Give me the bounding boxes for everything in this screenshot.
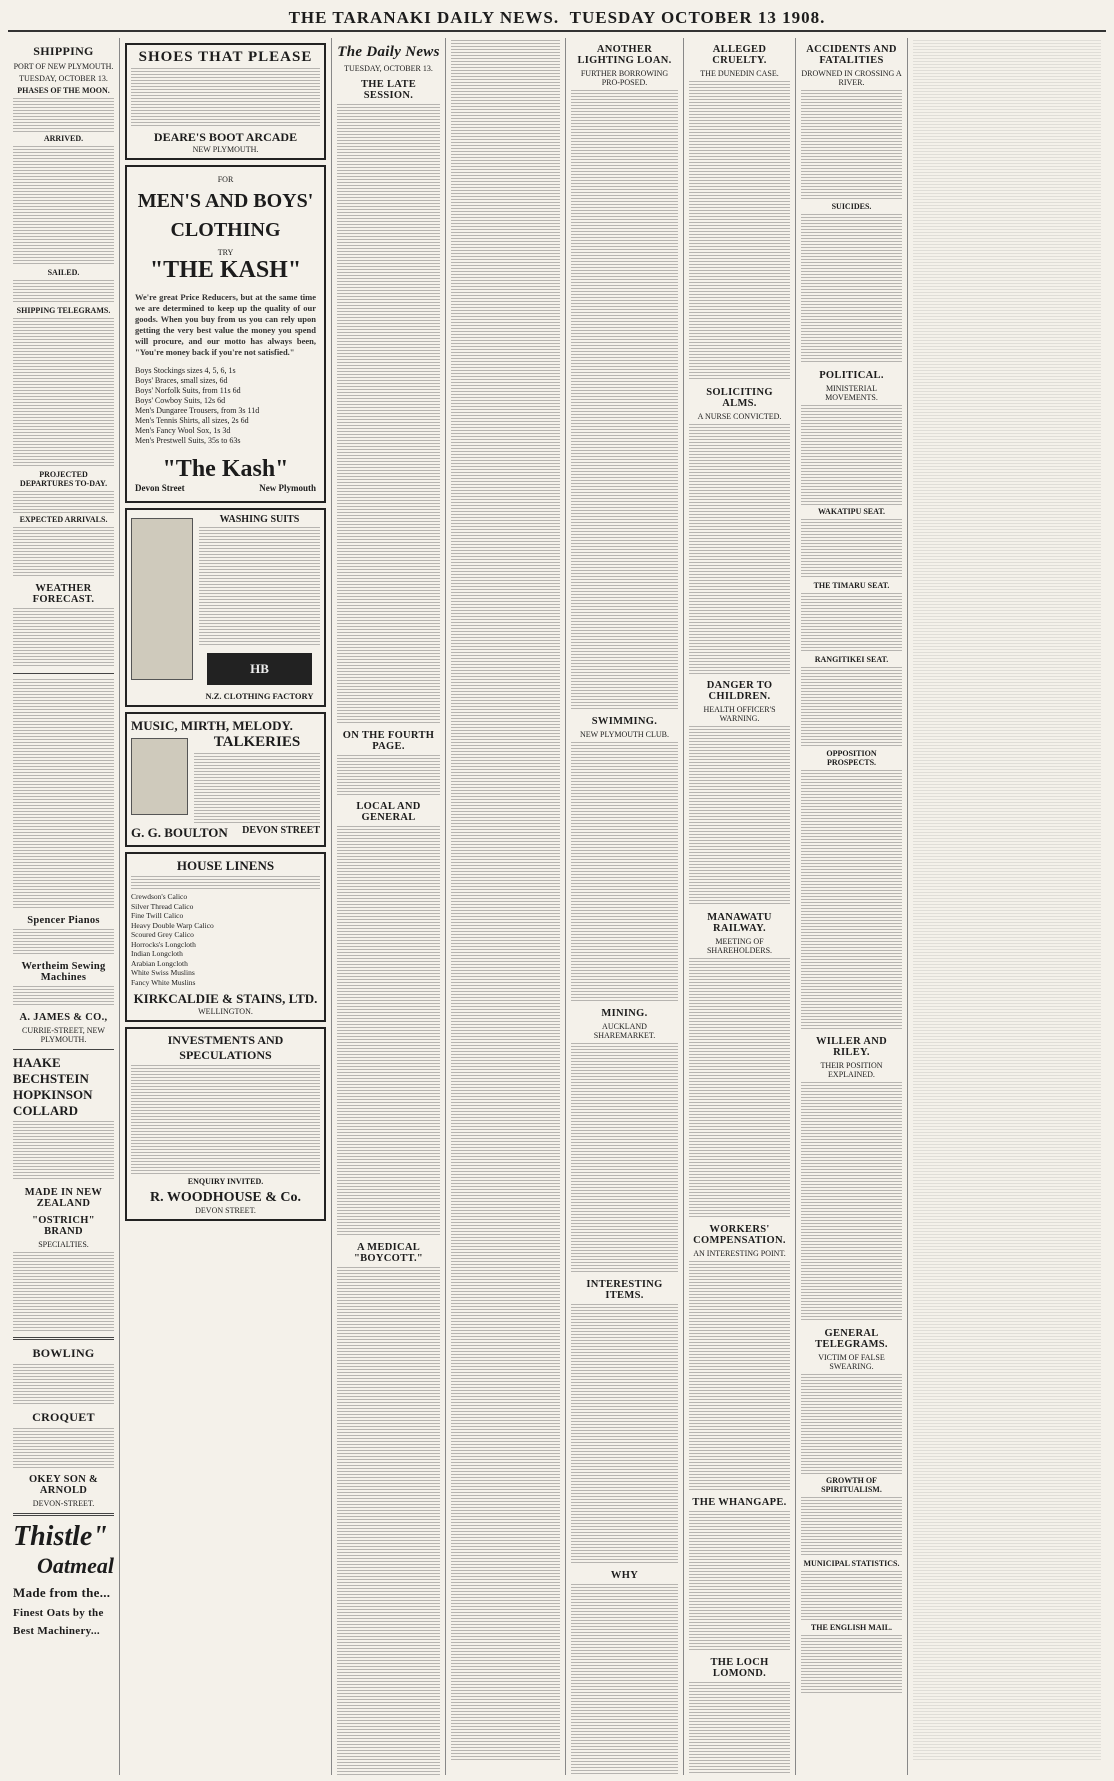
growth-heading: GROWTH OF SPIRITUALISM. — [821, 1476, 882, 1494]
health-heading: HEALTH OFFICER'S WARNING. — [703, 705, 776, 723]
session-heading: THE LATE SESSION. — [360, 79, 416, 101]
whangape-heading: THE WHANGAPE. — [692, 1497, 787, 1508]
interesting-items-heading: INTERESTING ITEMS. — [586, 1279, 663, 1301]
enquiry-text: ENQUIRY INVITED. — [187, 1177, 264, 1186]
column-shipping — [8, 38, 120, 1775]
dunedin-heading: THE DUNEDIN CASE. — [700, 69, 779, 78]
specialties-heading: SPECIALTIES. — [38, 1240, 89, 1249]
thistle-logo: Thistle" — [13, 1521, 108, 1552]
suicides-heading: SUICIDES. — [831, 202, 872, 211]
projected-heading: PROJECTED DEPARTURES TO-DAY. — [19, 470, 108, 488]
accidents-heading: ACCIDENTS AND FATALITIES — [806, 44, 897, 66]
kash-item-list — [135, 366, 316, 446]
meeting-heading: MEETING OF SHAREHOLDERS. — [706, 937, 773, 955]
port-date: TUESDAY, OCTOBER 13. — [19, 74, 108, 83]
editorial-title: The Daily News — [337, 44, 440, 60]
deare-title: DEARE'S BOOT ARCADE — [153, 130, 298, 144]
english-mail-heading: THE ENGLISH MAIL. — [810, 1623, 893, 1632]
boulton-name: G. G. BOULTON — [131, 825, 228, 840]
moon-heading: PHASES OF THE MOON. — [17, 86, 110, 95]
linen-item: Heavy Double Warp Calico — [131, 920, 214, 930]
danger-heading: DANGER TO CHILDREN. — [706, 680, 773, 702]
column-cruelty — [684, 38, 796, 1775]
best-machinery-text: Best Machinery... — [13, 1625, 100, 1637]
factory-title: N.Z. CLOTHING FACTORY — [205, 691, 314, 701]
why-heading: WHY — [610, 1570, 639, 1581]
shoes-advert — [125, 43, 326, 160]
kash-town: New Plymouth — [259, 483, 316, 493]
wertheim-heading: Wertheim Sewing Machines — [21, 961, 106, 983]
local-heading: LOCAL AND GENERAL — [356, 801, 421, 823]
washing-title: WASHING SUITS — [219, 514, 300, 525]
linen-item: Silver Thread Calico — [131, 901, 194, 911]
linen-item: Fancy White Muslins — [131, 977, 196, 987]
kash-pitch: We're great Price Reducers, but at the same time we are determined to keep up the quality of our goods. When you buy from us you can rely upon getting the very best value the money you spend will procure, and our motto has always been, "You're money back if you're not satisfied." — [135, 292, 316, 357]
talkeries-advert — [125, 712, 326, 847]
piano-hopkinson: HOPKINSON — [13, 1087, 93, 1102]
hb-logo: HB — [207, 653, 312, 685]
rangitikei-heading: RANGITIKEI SEAT. — [814, 655, 889, 664]
deare-address: NEW PLYMOUTH. — [192, 145, 259, 154]
lighting-heading: ANOTHER LIGHTING LOAN. — [577, 44, 672, 66]
cruelty-heading: ALLEGED CRUELTY. — [712, 44, 767, 66]
linens-title: HOUSE LINENS — [176, 858, 275, 873]
shoes-title: SHOES THAT PLEASE — [138, 49, 313, 65]
woodhouse-street: DEVON STREET. — [195, 1206, 256, 1215]
medical-heading: A MEDICAL "BOYCOTT." — [353, 1242, 423, 1264]
editorial-date: TUESDAY, OCTOBER 13. — [344, 64, 433, 73]
ostrich-heading: "OSTRICH" BRAND — [32, 1215, 95, 1237]
okey-address: DEVON-STREET. — [32, 1499, 95, 1508]
music-title: MUSIC, MIRTH, MELODY. — [131, 718, 293, 733]
soliciting-heading: SOLICITING ALMS. — [706, 387, 773, 409]
kash-for: FOR — [217, 175, 234, 184]
linen-item: Arabian Longcloth — [131, 958, 188, 968]
kash-mens: MEN'S AND BOYS' — [137, 190, 314, 212]
spencer-heading: Spencer Pianos — [27, 915, 100, 926]
column-news-continued — [446, 38, 566, 1775]
james-heading: A. JAMES & CO., — [19, 1012, 108, 1023]
ministerial-heading: MINISTERIAL MOVEMENTS. — [825, 384, 878, 402]
column-lighting — [566, 38, 684, 1775]
kash-item: Boys' Norfolk Suits, from 11s 6d — [135, 386, 241, 395]
okey-heading: OKEY SON & ARNOLD — [28, 1474, 99, 1496]
kash-name: "THE KASH" — [149, 257, 302, 283]
investments-title: INVESTMENTS AND SPECULATIONS — [167, 1033, 284, 1062]
croquet-heading: CROQUET — [32, 1410, 95, 1424]
kash-item: Boys' Cowboy Suits, 12s 6d — [135, 396, 226, 405]
expected-heading: EXPECTED ARRIVALS. — [19, 515, 108, 524]
kash-try: TRY — [217, 248, 234, 257]
linen-list — [131, 892, 320, 987]
piano-bechstein: BECHSTEIN — [13, 1071, 89, 1086]
workers-heading: WORKERS' COMPENSATION. — [693, 1224, 786, 1246]
linen-item: Crewdson's Calico — [131, 892, 188, 901]
oatmeal-logo: Oatmeal — [37, 1553, 114, 1578]
column-accidents — [796, 38, 908, 1775]
municipal-heading: MUNICIPAL STATISTICS. — [803, 1559, 900, 1568]
kash-street: Devon Street — [135, 483, 185, 493]
kash-item: Men's Fancy Wool Sox, 1s 3d — [135, 426, 231, 435]
piano-haake: HAAKE — [13, 1055, 61, 1070]
edison-illustration — [131, 738, 188, 815]
mining-heading: MINING. — [601, 1008, 648, 1019]
shipping-heading: SHIPPING — [33, 44, 94, 58]
finest-oats-text: Finest Oats by the — [13, 1607, 104, 1619]
washing-suits-advert — [125, 508, 326, 707]
kirkcaldie-name: KIRKCALDIE & STAINS, LTD. — [133, 991, 318, 1006]
investments-advert — [125, 1027, 326, 1221]
linen-item: Scoured Grey Calico — [131, 930, 194, 939]
linen-item: Indian Longcloth — [131, 949, 183, 958]
masthead-title: THE TARANAKI DAILY NEWS. — [288, 8, 560, 27]
masthead-date: TUESDAY OCTOBER 13 1908. — [569, 8, 826, 27]
willer-heading: WILLER AND RILEY. — [816, 1036, 887, 1058]
opposition-heading: OPPOSITION PROSPECTS. — [826, 749, 877, 767]
sailed-heading: SAILED. — [47, 268, 80, 277]
kash-item: Boys' Braces, small sizes, 6d — [135, 376, 228, 385]
linens-advert — [125, 852, 326, 1022]
lighting-subheading: FURTHER BORROWING PRO-POSED. — [580, 69, 669, 87]
victim-heading: VICTIM OF FALSE SWEARING. — [818, 1353, 885, 1371]
wakatipu-heading: WAKATIPU SEAT. — [817, 507, 886, 516]
column-right-margin — [908, 38, 1106, 1775]
point-heading: AN INTERESTING POINT. — [693, 1249, 786, 1258]
james-address: CURRIE-STREET, NEW PLYMOUTH. — [22, 1026, 105, 1044]
nurse-heading: A NURSE CONVICTED. — [697, 412, 782, 421]
shipping-telegrams-heading: SHIPPING TELEGRAMS. — [16, 306, 111, 315]
kash-advert — [125, 165, 326, 503]
masthead — [8, 8, 1106, 32]
linen-item: White Swiss Muslins — [131, 968, 195, 977]
arrived-heading: ARRIVED. — [43, 134, 84, 143]
political-heading: POLITICAL. — [819, 370, 884, 381]
linen-item: Fine Twill Calico — [131, 911, 184, 920]
woodhouse-name: R. WOODHOUSE & Co. — [149, 1190, 302, 1205]
drowned-heading: DROWNED IN CROSSING A RIVER. — [801, 69, 902, 87]
kash-clothing: CLOTHING — [170, 219, 281, 241]
kirkcaldie-city: WELLINGTON. — [198, 1007, 253, 1016]
general-heading: GENERAL TELEGRAMS. — [815, 1328, 888, 1350]
port-heading: PORT OF NEW PLYMOUTH. — [13, 62, 114, 71]
made-from-text: Made from the... — [13, 1585, 111, 1600]
swimming-subheading: NEW PLYMOUTH CLUB. — [579, 730, 670, 739]
kash-name-footer: "The Kash" — [162, 456, 289, 482]
talkeries-title: TALKERIES — [213, 734, 301, 750]
piano-list — [13, 1055, 114, 1119]
made-heading: MADE IN NEW ZEALAND — [24, 1187, 103, 1209]
position-heading: THEIR POSITION EXPLAINED. — [820, 1061, 883, 1079]
kash-item: Men's Prestwell Suits, 35s to 63s — [135, 436, 241, 445]
fourth-page-heading: ON THE FOURTH PAGE. — [342, 730, 435, 752]
weather-heading: WEATHER FORECAST. — [32, 583, 95, 605]
piano-collard: COLLARD — [13, 1103, 79, 1118]
boy-illustration — [131, 518, 193, 680]
linen-item: Horrocks's Longcloth — [131, 939, 196, 949]
loch-heading: THE LOCH LOMOND. — [710, 1657, 769, 1679]
sharemarket-heading: AUCKLAND SHAREMARKET. — [593, 1022, 656, 1040]
manawatu-heading: MANAWATU RAILWAY. — [707, 912, 772, 934]
column-editorial — [332, 38, 446, 1775]
kash-item: Men's Tennis Shirts, all sizes, 2s 6d — [135, 416, 249, 425]
timaru-heading: THE TIMARU SEAT. — [813, 581, 890, 590]
column-adverts — [120, 38, 332, 1775]
kash-item: Men's Dungaree Trousers, from 3s 11d — [135, 406, 260, 415]
boulton-street: DEVON STREET — [242, 825, 320, 836]
kash-item: Boys Stockings sizes 4, 5, 6, 1s — [135, 366, 236, 375]
bowling-heading: BOWLING — [32, 1346, 95, 1360]
swimming-heading: SWIMMING. — [591, 716, 658, 727]
